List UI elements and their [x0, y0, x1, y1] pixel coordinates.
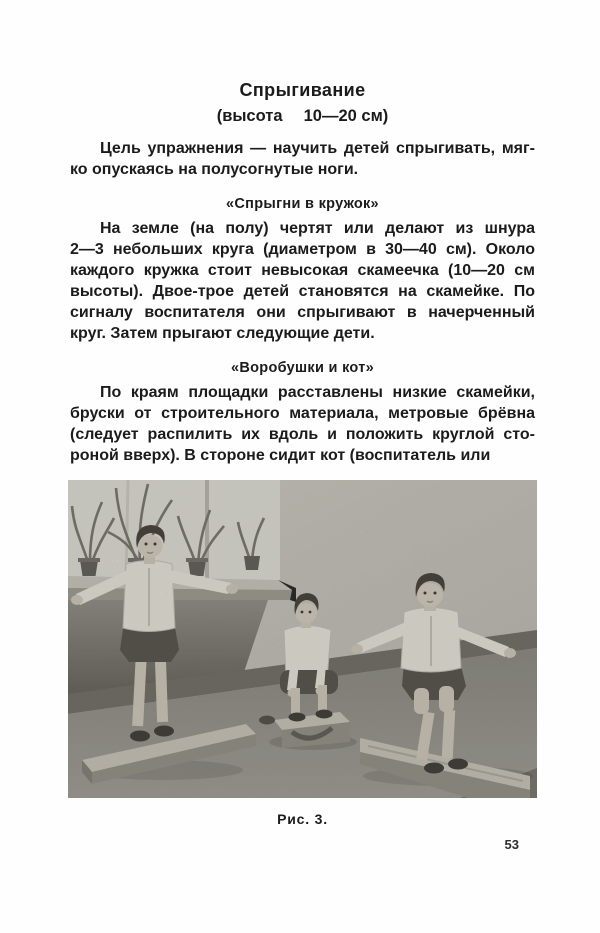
figure-caption: Рис. 3. [277, 811, 328, 827]
text-line: бруски от строительного материала, метровые брёвна [70, 405, 535, 422]
figure-photo [68, 480, 537, 798]
section-heading-jump-in-circle: «Спрыгни в кружок» [226, 196, 379, 212]
page-content [70, 0, 535, 852]
text-line: Цель упражнения — научить детей спрыгивать, мяг- [100, 140, 535, 157]
text-line: 2—3 небольших круга (диаметром в 30—40 см). Около [70, 241, 535, 258]
text-line: На земле (на полу) чертят или делают из шнура [100, 220, 535, 237]
paragraph-lines [70, 138, 535, 159]
paragraph-jump-in-circle [70, 218, 535, 344]
text-line: ко опускаясь на полусогнутые ноги. [70, 161, 359, 178]
page-title: Спрыгивание [239, 80, 366, 100]
paragraph-sparrows-and-cat [70, 382, 535, 466]
paragraph-lines [70, 382, 535, 445]
text-line: сигналу воспитателя они спрыгивают в начерченный [70, 304, 535, 321]
paragraph-intro [70, 138, 535, 180]
text-line: По краям площадки расставлены низкие скамейки, [100, 384, 535, 401]
text-line: круг. Затем прыгают следующие дети. [70, 325, 375, 342]
section-heading-sparrows-and-cat: «Воробушки и кот» [231, 360, 374, 376]
photo-grain-light [68, 480, 537, 798]
paragraph-lines [70, 218, 535, 323]
page-number: 53 [504, 837, 519, 852]
page-subtitle: (высота 10—20 см) [216, 107, 389, 125]
text-line: (следует распилить их вдоль и положить круглой сто- [70, 426, 535, 443]
text-line: высоты). Двое-трое детей становятся на скамейке. По [70, 283, 535, 300]
text-line: каждого кружка стоит невысокая скамеечка (10—20 см [70, 262, 535, 279]
text-line: роной вверх). В стороне сидит кот (воспитатель или [70, 447, 491, 464]
